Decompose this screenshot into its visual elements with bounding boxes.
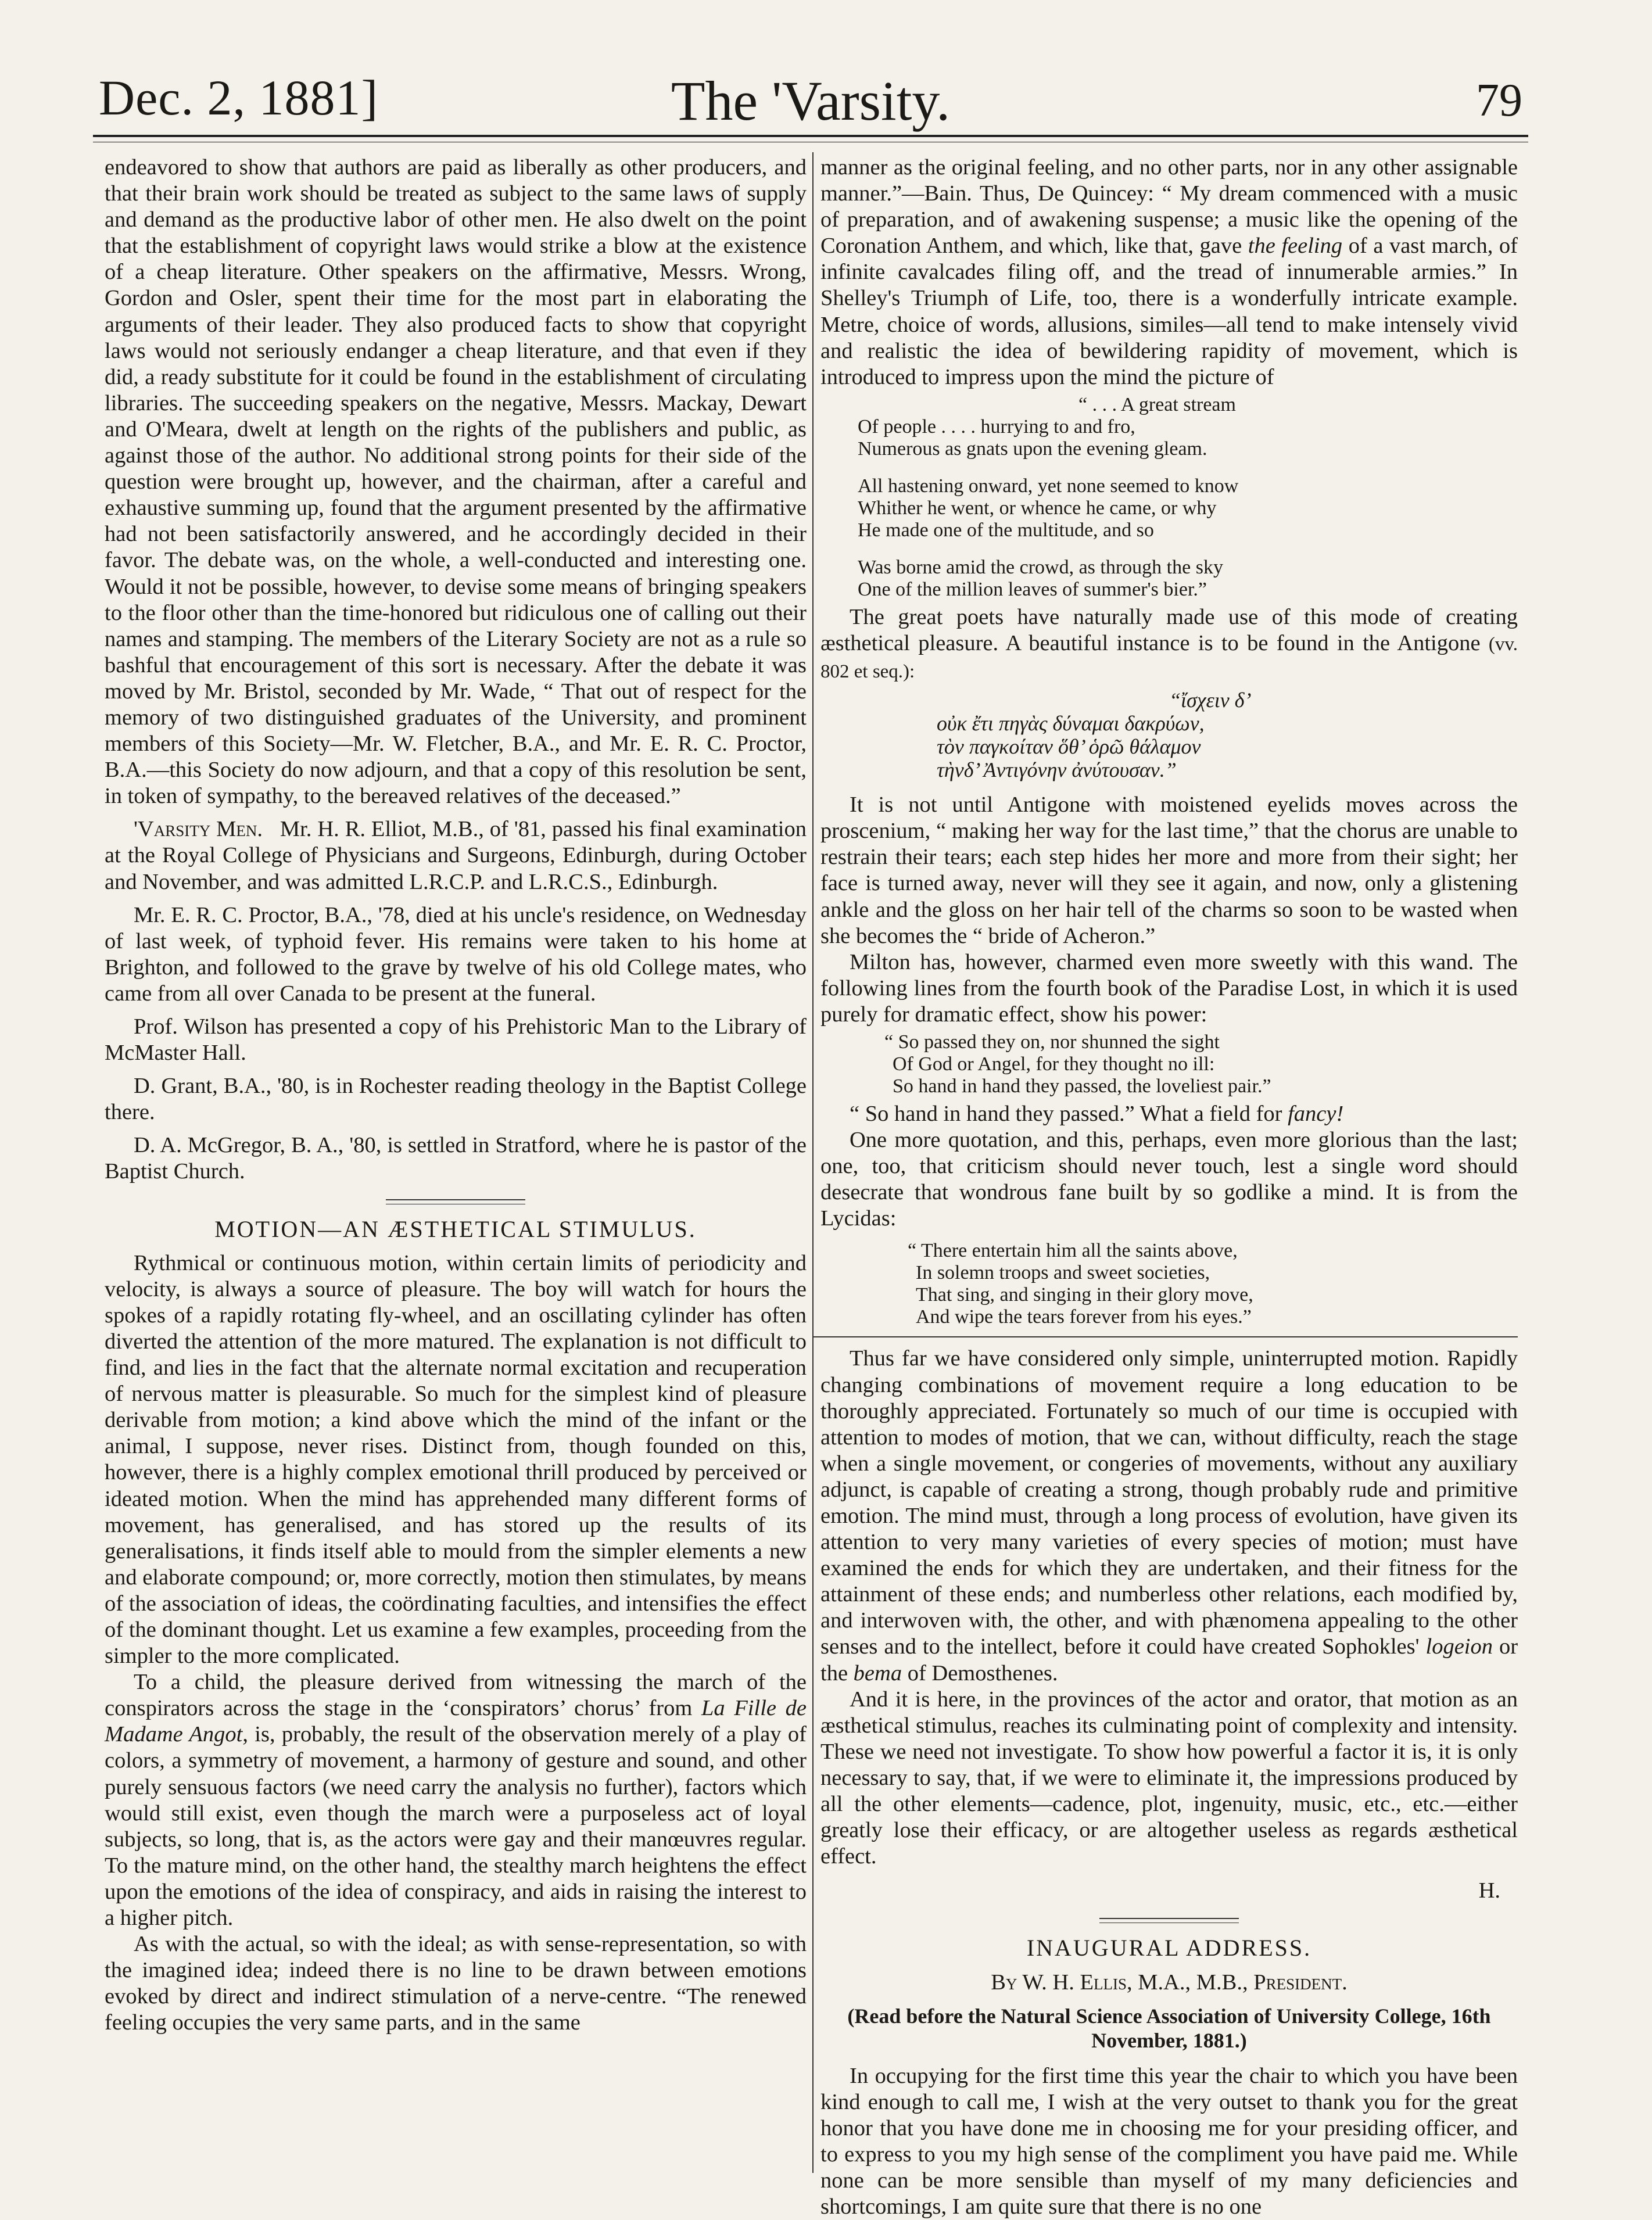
- verse-line: Whither he went, or whence he came, or why: [858, 497, 1217, 519]
- column-divider: [812, 152, 814, 2173]
- right-italic-5: fancy!: [1288, 1101, 1344, 1126]
- shelley-quotation: [858, 394, 1518, 601]
- logeion-italic: logeion: [1425, 1634, 1493, 1659]
- bema-italic: bema: [853, 1660, 902, 1685]
- opera-title: La Fille de Madame Angot: [105, 1696, 807, 1747]
- verse-line: In solemn troops and sweet societies,: [916, 1262, 1210, 1284]
- page-number: 79: [1476, 75, 1522, 126]
- left-column: [105, 155, 807, 2036]
- right-text-7-mid: or the: [820, 1634, 1518, 1685]
- greek-line: τὸν παγκοίταν ὅθ’ ὁρῶ θάλαμον: [937, 735, 1201, 759]
- header-rule: [93, 135, 1528, 137]
- varsity-men-text-1: Mr. H. R. Elliot, M.B., of '81, passed his final examination at the Royal College of Physicians and Surgeons, Edinburgh, during October and November, and was admitted L.R.C.P. and L.R.C.S., Edinburgh.: [105, 817, 807, 894]
- verse-line: “ . . . A great stream: [1078, 393, 1236, 415]
- right-paragraph-9: In occupying for the first time this year the chair to which you have been kind enough to call me, I wish at the very outset to thank you for the great honor that you have done me in choosing me for your presiding officer, and to express to you my high sense of the compliment you have paid me. While none can be more sensible than myself of my many deficiencies and shortcomings, I am quite sure that there is no one: [820, 2063, 1518, 2219]
- verse-line: All hastening onward, yet none seemed to know: [858, 475, 1239, 497]
- right-text-5a: “ So hand in hand they passed.” What a field for: [850, 1101, 1282, 1126]
- varsity-men-paragraph-4: D. Grant, B.A., '80, is in Rochester reading theology in the Baptist College there.: [105, 1074, 807, 1125]
- verse-line: Of people . . . . hurrying to and fro,: [858, 415, 1135, 437]
- verse-line: “ So passed they on, nor shunned the sight: [884, 1031, 1220, 1053]
- varsity-men-paragraph-3: Prof. Wilson has presented a copy of his Prehistoric Man to the Library of McMaster Hall.: [105, 1014, 807, 1066]
- motion-text-2b: , is, probably, the result of the observation merely of a play of colors, a symmetry of movement, a harmony of gesture and sound, and other purely sensuous factors (we need carry the analysis no further), factors which would still exist, even though the march were a purposeless act of loyal subjects, so long, that is, as the actors were gay and their manœuvres regular. To the mature mind, on the other hand, the stealthy march heightens the effect upon the emotions of the idea of conspiracy, and aids in raising the interest to a higher pitch.: [105, 1722, 807, 1930]
- verse-line: And wipe the tears forever from his eyes.”: [916, 1306, 1252, 1328]
- verse-line: So hand in hand they passed, the loveliest pair.”: [893, 1075, 1271, 1097]
- verse-line: Numerous as gnats upon the evening gleam.: [858, 437, 1207, 460]
- right-column: [820, 155, 1518, 2220]
- varsity-men-paragraph-2: Mr. E. R. C. Proctor, B.A., '78, died at his uncle's residence, on Wednesday of last week, of typhoid fever. His remains were taken to his home at Brighton, and followed to the grave by twelve of his old College mates, who came from all over Canada to be present at the funeral.: [105, 902, 807, 1006]
- verse-line: That sing, and singing in their glory move,: [916, 1284, 1253, 1306]
- motion-text-2a: To a child, the pleasure derived from witnessing the march of the conspirators across the stage in the ‘conspirators’ chorus’ from: [105, 1670, 807, 1721]
- verse-line: Was borne amid the crowd, as through the sky: [858, 556, 1223, 578]
- section-ornament-rule: [1099, 1918, 1239, 1923]
- motion-paragraph-1: Rythmical or continuous motion, within certain limits of periodicity and velocity, is always a source of pleasure. The boy will watch for hours the spokes of a rapidly rotating fly-wheel, and an oscillating cylinder has often diverted the attention of the more matured. The explanation is not difficult to find, and lies in the fact that the alternate normal excitation and recuperation of nervous matter is pleasurable. So much for the simplest kind of pleasure derivable from motion; a kind above which the mind of the infant or the animal, I suppose, never rises. Distinct from, though founded on this, however, there is a highly complex emotional thrill produced by perceived or ideated motion. When the mind has apprehended many different forms of movement, has generalised, and has stored up the results of its generalisations, it finds itself able to mould from the simpler elements a new and elaborate compound; or, more correctly, motion then stimulates, by means of the association of ideas, the coördinating faculties, and intensifies the effect of the dominant thought. Let us examine a few examples, proceeding from the simpler to the more complicated.: [105, 1250, 807, 1669]
- right-text-1a: manner as the original feeling, and no other parts, nor in any other assignable manner.”—Bain. Thus, De Quincey: “ My dream commenced with a music of preparation, and of awakening suspense; a music like the opening of the Coronation Anthem, and which, like that, gave: [820, 155, 1518, 259]
- varsity-men-label: 'Varsity Men.: [134, 817, 263, 842]
- right-paragraph-3: It is not until Antigone with moistened eyelids moves across the proscenium, “ making her way for the last time,” that the chorus are unable to restrain their tears; each step hides her more and more from their sight; her face is turned away, never will they see it again, and now, only a glistening ankle and the gloss on her hair tell of the charms so soon to be wasted when she becomes the “ bride of Acheron.”: [820, 792, 1518, 948]
- greek-line: “ἴσχειν δ’: [1169, 688, 1252, 712]
- verse-line: One of the million leaves of summer's bier.”: [858, 578, 1207, 600]
- greek-line: οὐκ ἔτι πηγὰς δύναμαι δακρύων,: [937, 712, 1205, 736]
- right-paragraph-7: [820, 1346, 1518, 1686]
- byline: By W. H. Ellis, M.A., M.B., President.: [991, 1970, 1348, 1995]
- newspaper-title: The 'Varsity.: [671, 70, 951, 132]
- inaugural-heading: INAUGURAL ADDRESS.: [1026, 1935, 1312, 1961]
- lycidas-quotation: [908, 1240, 1518, 1328]
- read-note: (Read before the Natural Science Association of University College, 16th November, 1881.): [847, 2004, 1491, 2052]
- right-paragraph-2: [820, 604, 1518, 685]
- right-text-2a: The great poets have naturally made use of this mode of creating æsthetical pleasure. A beautiful instance is to be found in the Antigone: [820, 604, 1518, 655]
- antigone-reference: (vv. 802 et seq.):: [820, 633, 1518, 683]
- debate-paragraph: endeavored to show that authors are paid as liberally as other producers, and that their brain work should be treated as subject to the same laws of supply and demand as the productive labor of other men. He also dwelt on the point that the establishment of copyright laws would strike a blow at the existence of a cheap literature. Other speakers on the affirmative, Messrs. Wrong, Gordon and Osler, spent their time for the most part in elaborating the arguments of their leader. They also produced facts to show that copyright laws would not seriously endanger a cheap literature, and that even if they did, a ready substitute for it could be found in the establishment of circulating libraries. The succeeding speakers on the negative, Messrs. Mackay, Dewart and O'Meara, dwelt at length on the rights of the publishers and public, as against those of the author. No additional strong points for their side of the question were brought up, however, and the chairman, after a careful and exhaustive summing up, found that the argument presented by the affirmative had not been satisfactorily answered, and he accordingly decided in their favor. The debate was, on the whole, a well-conducted and interesting one. Would it not be possible, however, to devise some means of bringing speakers to the floor other than the time-honored but ridiculous one of calling out their names and stamping. The members of the Literary Society are not as a rule so bashful that encouragement of this sort is necessary. After the debate it was moved by Mr. Bristol, seconded by Mr. Wade, “ That out of respect for the memory of two distinguished graduates of the University, and prominent members of this Society—Mr. W. Fletcher, B.A., and Mr. E. R. C. Proctor, B.A.—this Society do now adjourn, and that a copy of this resolution be sent, in token of sympathy, to the bereaved relatives of the deceased.”: [105, 155, 807, 809]
- right-paragraph-6: One more quotation, and this, perhaps, even more glorious than the last; one, too, that criticism should never touch, lest a single word should desecrate that wondrous fane built by so godlike a mind. It is from the Lycidas:: [820, 1128, 1518, 1231]
- greek-line: τὴνδ’ Ἀντιγόνην ἀνύτουσαν.”: [937, 758, 1177, 782]
- right-text-1b: of a vast march, of infinite cavalcades filing off, and the tread of innumerable armies.” In Shelley's Triumph of Life, too, there is a wonderfully intricate example. Metre, choice of words, allusions, similes—all tend to make intensely vivid and realistic the idea of bewildering rapidity of movement, which is introduced to impress upon the mind the picture of: [820, 234, 1518, 389]
- right-paragraph-5: [820, 1101, 1518, 1127]
- section-ornament-rule: [386, 1199, 525, 1204]
- greek-quotation: [937, 688, 1518, 781]
- right-paragraph-8: And it is here, in the provinces of the actor and orator, that motion as an æsthetical stimulus, reaches its culminating point of complexity and intensity. These we need not investigate. To show how powerful a factor it is, it is only necessary to say, that, if we were to eliminate it, the impressions produced by all the other elements—cadence, plot, ingenuity, music, etc., etc.—either greatly lose their efficacy, or are altogether useless as regards æsthetical effect.: [820, 1687, 1518, 1869]
- motion-paragraph-3: As with the actual, so with the ideal; as with sense-representation, so with the imagined idea; indeed there is no line to be drawn between emotions evoked by direct and indirect stimulation of a nerve-centre. “The renewed feeling occupies the very same parts, and in the same: [105, 1932, 807, 2035]
- verse-line: Of God or Angel, for they thought no ill:: [893, 1053, 1215, 1075]
- masthead: [99, 69, 1522, 138]
- right-paragraph-4: Milton has, however, charmed even more sweetly with this wand. The following lines from the fourth book of the Paradise Lost, in which it is used purely for dramatic effect, show his power:: [820, 949, 1518, 1027]
- varsity-men-paragraph-1: [105, 816, 807, 895]
- right-paragraph-1: [820, 155, 1518, 390]
- column-rule: [812, 1336, 1518, 1337]
- right-text-7: Thus far we have considered only simple, uninterrupted motion. Rapidly changing combinations of movement require a long education to be thoroughly appreciated. Fortunately so much of our time is occupied with attention to modes of motion, that we can, without difficulty, reach the stage when a single movement, or congeries of movements, without any auxiliary adjunct, is capable of creating a strong, though probably rude and primitive emotion. The mind must, through a long process of evolution, have given its attention to very many varieties of every species of motion; must have examined the ends for which they are undertaken, and their fitness for the attainment of these ends; and numberless other relations, each modified by, and interwoven with, the other, and with phænomena appealing to the other senses and to the intellect, before it could have created Sophokles': [820, 1346, 1518, 1659]
- right-text-7-end: of Demosthenes.: [907, 1660, 1058, 1685]
- verse-line: “ There entertain him all the saints above,: [908, 1240, 1238, 1262]
- varsity-men-paragraph-5: D. A. McGregor, B. A., '80, is settled in Stratford, where he is pastor of the Baptist Church.: [105, 1133, 807, 1184]
- author-signature: H.: [1478, 1878, 1500, 1903]
- milton-quotation: [884, 1031, 1518, 1098]
- verse-line: He made one of the multitude, and so: [858, 519, 1154, 541]
- right-italic-1: the feeling: [1248, 234, 1343, 259]
- issue-date: Dec. 2, 1881]: [99, 70, 379, 125]
- motion-article-heading: MOTION—AN ÆSTHETICAL STIMULUS.: [214, 1215, 697, 1242]
- motion-paragraph-2: [105, 1669, 807, 1931]
